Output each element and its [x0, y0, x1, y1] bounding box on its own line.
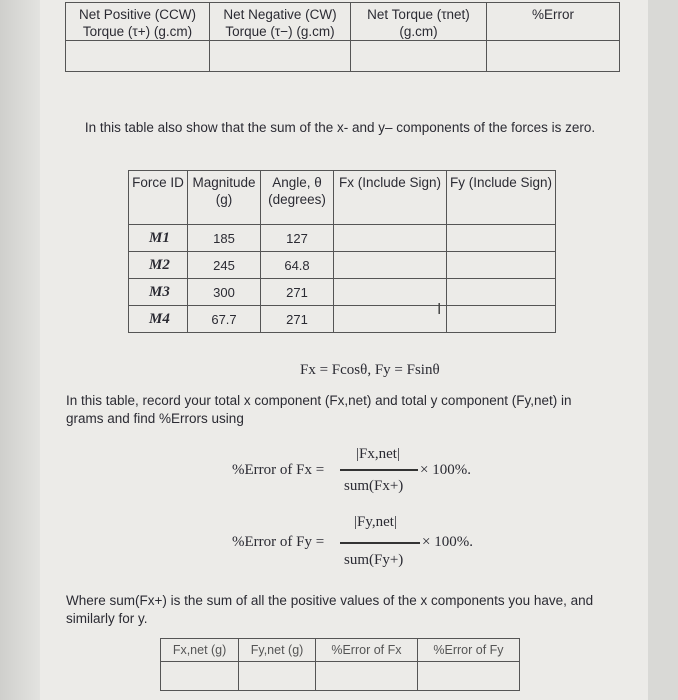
instruction-sum-zero: In this table also show that the sum of the x- and y– components of the forces is zero.	[84, 120, 596, 135]
force-id: M3	[129, 279, 188, 306]
force-magnitude: 245	[188, 252, 261, 279]
force-header-fy: Fy (Include Sign)	[447, 171, 556, 225]
force-fx-cell[interactable]	[334, 279, 447, 306]
force-id: M2	[129, 252, 188, 279]
torque-header-error: %Error	[487, 3, 620, 41]
results-table	[160, 638, 520, 691]
text-cursor-icon: Ⅰ	[437, 301, 442, 318]
instruction-record-totals: In this table, record your total x component (Fx,net) and total y component (Fy,net) in grams and find %Errors using	[66, 393, 572, 426]
torque-table	[65, 2, 620, 72]
force-fx-cell[interactable]	[334, 225, 447, 252]
table-row	[129, 279, 556, 306]
force-header-angle: Angle, θ (degrees)	[261, 171, 334, 225]
result-cell[interactable]	[315, 662, 417, 691]
component-formula: Fx = Fcosθ, Fy = Fsinθ	[300, 362, 440, 378]
force-angle: 271	[261, 306, 334, 333]
force-magnitude: 185	[188, 225, 261, 252]
force-magnitude: 67.7	[188, 306, 261, 333]
force-fx-cell[interactable]	[334, 306, 447, 333]
force-table	[128, 170, 556, 333]
error-y-denominator: sum(Fy+)	[344, 552, 404, 568]
torque-cell[interactable]	[351, 41, 487, 72]
result-cell[interactable]	[239, 662, 316, 691]
force-angle: 64.8	[261, 252, 334, 279]
table-row	[129, 252, 556, 279]
torque-cell[interactable]	[210, 41, 351, 72]
torque-header-negative: Net Negative (CW) Torque (τ−) (g.cm)	[210, 3, 351, 41]
error-y-suffix: × 100%.	[422, 534, 473, 550]
force-id: M4	[129, 306, 188, 333]
table-row	[129, 306, 556, 333]
torque-cell[interactable]	[487, 41, 620, 72]
torque-header-positive: Net Positive (CCW) Torque (τ+) (g.cm)	[66, 3, 210, 41]
table-row	[129, 225, 556, 252]
torque-header-net: Net Torque (τnet) (g.cm)	[351, 3, 487, 41]
error-y-fraction-bar	[340, 542, 420, 544]
force-header-id: Force ID	[129, 171, 188, 225]
torque-cell[interactable]	[66, 41, 210, 72]
result-header-error-fx: %Error of Fx	[315, 639, 417, 662]
force-magnitude: 300	[188, 279, 261, 306]
error-x-fraction-bar	[340, 469, 418, 471]
force-fy-cell[interactable]	[447, 279, 556, 306]
force-fx-cell[interactable]	[334, 252, 447, 279]
result-cell[interactable]	[417, 662, 519, 691]
result-header-fynet: Fy,net (g)	[239, 639, 316, 662]
result-cell[interactable]	[161, 662, 239, 691]
force-fy-cell[interactable]	[447, 225, 556, 252]
force-fy-cell[interactable]	[447, 306, 556, 333]
error-y-numerator: |Fy,net|	[354, 514, 397, 530]
error-y-label: %Error of Fy =	[232, 534, 325, 550]
force-angle: 271	[261, 279, 334, 306]
error-x-numerator: |Fx,net|	[356, 446, 400, 462]
force-header-magnitude: Magnitude (g)	[188, 171, 261, 225]
error-x-suffix: × 100%.	[420, 462, 471, 478]
page-edge-shadow	[0, 0, 40, 700]
error-x-label: %Error of Fx =	[232, 462, 325, 478]
force-id: M1	[129, 225, 188, 252]
result-header-error-fy: %Error of Fy	[417, 639, 519, 662]
instruction-sum-definition: Where sum(Fx+) is the sum of all the positive values of the x components you have, and similarly for y.	[66, 593, 594, 626]
result-header-fxnet: Fx,net (g)	[161, 639, 239, 662]
force-header-fx: Fx (Include Sign)	[334, 171, 447, 225]
force-fy-cell[interactable]	[447, 252, 556, 279]
force-angle: 127	[261, 225, 334, 252]
error-x-denominator: sum(Fx+)	[344, 478, 404, 494]
